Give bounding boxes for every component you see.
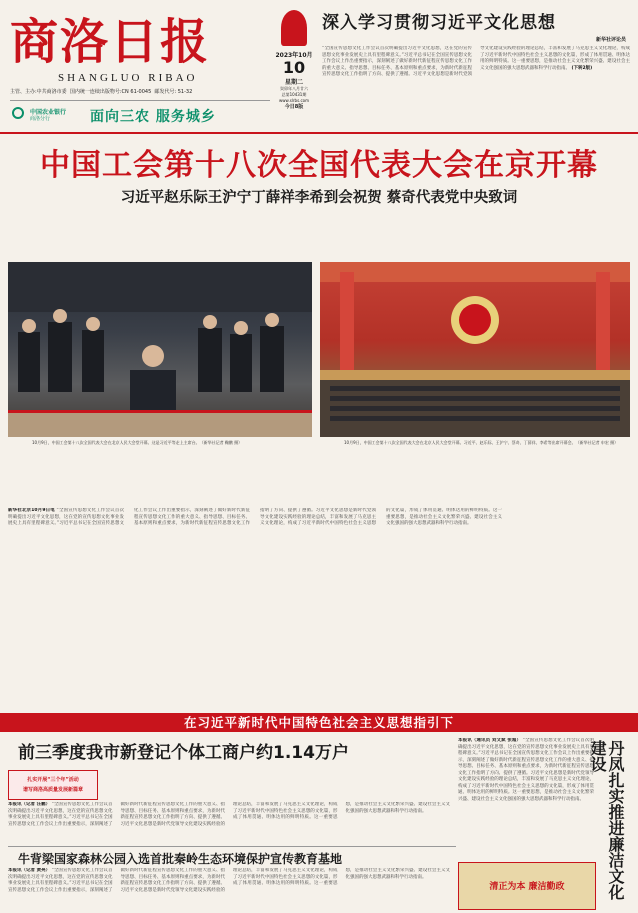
story2-title[interactable]: 前三季度我市新登记个体工商户约1.14万户 <box>18 743 349 763</box>
sidebar-text: “全国宣传思想文化工作会议首次明确提出习近平文化思想，这在党的宣传思想文化事业发展史上具有里程碑意义。”习近平总书记在全国宣传思想文化工作会议上作出重要指示，深刻阐述了做好新时代新征程宣传思想文化工作的重大意义、指导思想、目标任务、基本原则和重点要求，为新时代新征程宣传思想文化工作指明了方向、提供了遵循。习近平文化思想是新时代党领导文化建设实践经验的理论总结，丰富和发展了马克思主义文化理论，构成了习近平新时代中国特色社会主义思想的文化篇，形成了体用贯通、明体达用的鲜明特质。这一重要思想，是推动社会主义文化繁荣兴盛、建设社会主义文化强国的强大思想武器和科学行动指南。 <box>458 738 594 802</box>
photo-leaders-figures <box>8 262 312 437</box>
divider <box>0 132 638 134</box>
website: www.slrbs.com <box>279 98 309 103</box>
bank-ad <box>10 100 270 127</box>
photo-caption-right: 10月9日，中国工会第十八次全国代表大会在北京人民大会堂开幕。习近平、赵乐际、王沪宁、蔡奇、丁薛祥、李希等出席开幕会。（新华社记者 申宏 摄） <box>344 440 619 445</box>
masthead-title: 商洛日报 <box>10 14 211 70</box>
story2-tag-line1: 扎实开展“三个年”活动 <box>27 777 79 783</box>
lead-column-title[interactable]: 深入学习贯彻习近平文化思想 <box>322 13 556 33</box>
issue-number: 总第10431期 <box>281 92 307 97</box>
sidebar-box <box>458 862 596 910</box>
story2-body <box>8 802 450 844</box>
story2-byline: 本报讯（记者 汪鹏） <box>8 802 51 807</box>
headline-story-body <box>8 508 628 708</box>
story3-text: “全国宣传思想文化工作会议首次明确提出习近平文化思想，这在党的宣传思想文化事业发展史上具有里程碑意义。”习近平总书记在全国宣传思想文化工作会议上作出重要指示，深刻阐述了做好新时代新征程宣传思想文化工作的重大意义、指导思想、目标任务、基本原则和重点要求，为新时代新征程宣传思想文化工作指明了方向、提供了遵循。习近平文化思想是新时代党领导文化建设实践经验的理论总结，丰富和发展了马克思主义文化理论，构成了习近平新时代中国特色社会主义思想的文化篇，形成了体用贯通、明体达用的鲜明特质。这一重要思想，是推动社会主义文化繁荣兴盛、建设社会主义文化强国的强大思想武器和科学行动指南。 <box>8 868 450 893</box>
photo-hall-stage <box>320 262 630 437</box>
page-count: 今日8版 <box>284 104 304 110</box>
story2-tag-box <box>8 770 98 800</box>
topic-banner-text: 在习近平新时代中国特色社会主义思想指引下 <box>183 715 454 730</box>
lead-column-body: “全国宣传思想文化工作会议首次明确提出习近平文化思想，这在党的宣传思想文化事业发展史上具有里程碑意义。”习近平总书记在全国宣传思想文化工作会议上作出重要指示，深刻阐述了做好新时代新征程宣传思想文化工作的重大意义、指导思想、目标任务、基本原则和重点要求，为新时代新征程宣传思想文化工作指明了方向、提供了遵循。习近平文化思想是新时代党领导文化建设实践经验的理论总结，丰富和发展了马克思主义文化理论，构成了习近平新时代中国特色社会主义思想的文化篇，形成了体用贯通、明体达用的鲜明特质。这一重要思想，是推动社会主义文化繁荣兴盛、建设社会主义文化强国的强大思想武器和科学行动指南。 (下转2版) <box>322 46 630 77</box>
lead-column-byline: 新华社评论员 <box>595 37 626 43</box>
sidebar-body <box>458 738 594 858</box>
lead-column <box>322 8 630 128</box>
bank-slogan: 面向三农 服务城乡 <box>90 109 216 125</box>
topic-banner <box>0 713 638 732</box>
dateline: 新华社北京10月9日电 <box>8 508 55 513</box>
story2-text: “全国宣传思想文化工作会议首次明确提出习近平文化思想，这在党的宣传思想文化事业发展史上具有里程碑意义。”习近平总书记在全国宣传思想文化工作会议上作出重要指示，深刻阐述了做好新时代新征程宣传思想文化工作的重大意义、指导思想、目标任务、基本原则和重点要求，为新时代新征程宣传思想文化工作指明了方向、提供了遵循。习近平文化思想是新时代党领导文化建设实践经验的理论总结，丰富和发展了马克思主义文化理论，构成了习近平新时代中国特色社会主义思想的文化篇，形成了体用贯通、明体达用的鲜明特质。这一重要思想，是推动社会主义文化繁荣兴盛、建设社会主义文化强国的强大思想武器和科学行动指南。 <box>8 802 450 827</box>
date-day: 10 <box>282 58 306 77</box>
bank-name: 中国农业银行 <box>30 109 67 116</box>
story2-tag-line2: 谱写商洛高质量发展新篇章 <box>22 787 83 793</box>
masthead-sponsor-line: 主管、主办:中共商洛市委 国内统一连续出版物号:CN 61-0045 邮发代号: 51-32 <box>10 89 193 95</box>
headline-story-text: “全国宣传思想文化工作会议首次明确提出习近平文化思想，这在党的宣传思想文化事业发展史上具有里程碑意义。”习近平总书记在全国宣传思想文化工作会议上作出重要指示，深刻阐述了做好新时代新征程宣传思想文化工作的重大意义、指导思想、目标任务、基本原则和重点要求，为新时代新征程宣传思想文化工作指明了方向、提供了遵循。习近平文化思想是新时代党领导文化建设实践经验的理论总结，丰富和发展了马克思主义文化理论，构成了习近平新时代中国特色社会主义思想的文化篇，形成了体用贯通、明体达用的鲜明特质。这一重要思想，是推动社会主义文化繁荣兴盛、建设社会主义文化强国的强大思想武器和科学行动指南。 <box>8 508 502 526</box>
bank-logo-icon <box>12 107 24 119</box>
photo-caption-left: 10月9日，中国工会第十八次全国代表大会在北京人民大会堂开幕。这是习近平等走上主席台。（新华社记者 鞠鹏 摄） <box>32 440 243 445</box>
main-headline[interactable]: 中国工会第十八次全国代表大会在京开幕 <box>40 148 598 183</box>
sub-headline: 习近平赵乐际王沪宁丁薛祥李希到会祝贺 蔡奇代表党中央致词 <box>120 190 518 206</box>
photo-congress-hall <box>320 262 630 437</box>
date-block <box>272 10 316 125</box>
continued-note: (下转2版) <box>571 65 593 71</box>
story3-byline: 本报讯（记者 黄亮） <box>8 868 51 873</box>
sidebar-byline: 本报讯（通讯员 刘文斌 张超） <box>458 738 522 743</box>
date-lunar: 癸卯年八月廿六 <box>280 86 308 91</box>
story3-title[interactable]: 牛背梁国家森林公园入选首批秦岭生态环境保护宣传教育基地 <box>18 852 343 866</box>
sidebar-box-text: 清正为本 廉洁勤政 <box>489 882 565 892</box>
masthead-pinyin: SHANGLUO RIBAO <box>58 72 198 84</box>
photo-leaders-applause <box>8 262 312 437</box>
sidebar-title[interactable]: 丹凤扎实推进廉洁文化建设 <box>588 740 625 900</box>
newspaper-emblem-icon <box>281 10 307 46</box>
date-month: 2023年10月 <box>275 52 313 59</box>
date-weekday: 星期二 <box>284 79 303 86</box>
divider <box>8 846 456 847</box>
story3-body <box>8 868 450 910</box>
bank-branch: 商洛分行 <box>30 116 51 122</box>
